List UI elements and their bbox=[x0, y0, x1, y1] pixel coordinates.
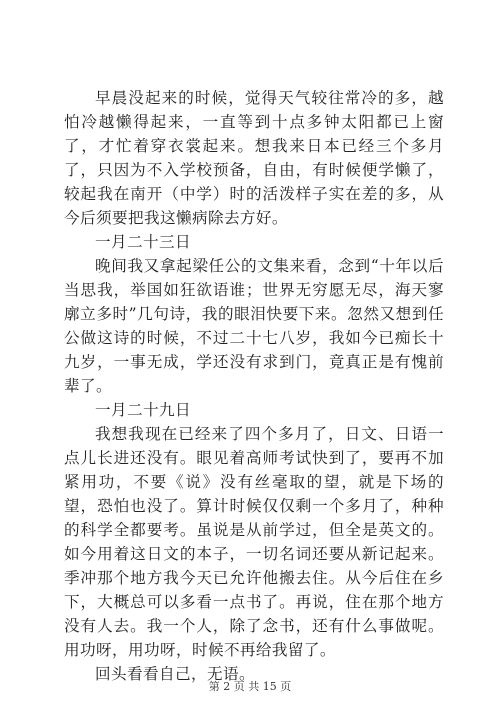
diary-body bbox=[64, 86, 444, 686]
paragraph-closing: 回头看看自己，无语。 bbox=[95, 665, 255, 683]
date-heading-jan-23: 一月二十三日 bbox=[95, 233, 191, 251]
page-footer bbox=[0, 678, 500, 694]
paragraph-morning: 早晨没起来的时候，觉得天气较往常冷的多，越怕冷越懒得起来，一直等到十点多钟太阳都已上窗了，才忙着穿衣裳起来。想我来日本已经三个多月了，只因为不入学校预备，自由，有时候便学懒了，较起我在南开（中学）时的活泼样子实在差的多，从今后须要把我这懒病除去方好。 bbox=[64, 89, 444, 227]
page-number: 第 2 页 共 15 页 bbox=[208, 680, 292, 693]
date-heading-jan-29: 一月二十九日 bbox=[95, 401, 191, 419]
paragraph-evening-reading: 晚间我又拿起梁任公的文集来看，念到“十年以后当思我，举国如狂欲语谁；世界无穷愿无尽，海天寥廓立多时”几句诗，我的眼泪快要下来。忽然又想到任公做这诗的时候，不过二十七八岁，我如今已痴长十九岁，一事无成，学还没有求到门，竟真正是有愧前辈了。 bbox=[64, 257, 444, 395]
paragraph-study-plan: 我想我现在已经来了四个多月了，日文、日语一点儿长进还没有。眼见着高师考试快到了，要再不加紧用功，不要《说》没有丝毫取的望，就是下场的望，恐怕也没了。算计时候仅仅剩一个多月了，种种的科学全都要考。虽说是从前学过，但全是英文的。如今用着这日文的本子，一切名词还要从新记起来。季冲那个地方我今天已允许他搬去住。从今后住在乡下，大概总可以多看一点书了。再说，住在那个地方没有人去。我一个人，除了念书，还有什么事做呢。用功呀，用功呀，时候不再给我留了。 bbox=[64, 425, 444, 659]
